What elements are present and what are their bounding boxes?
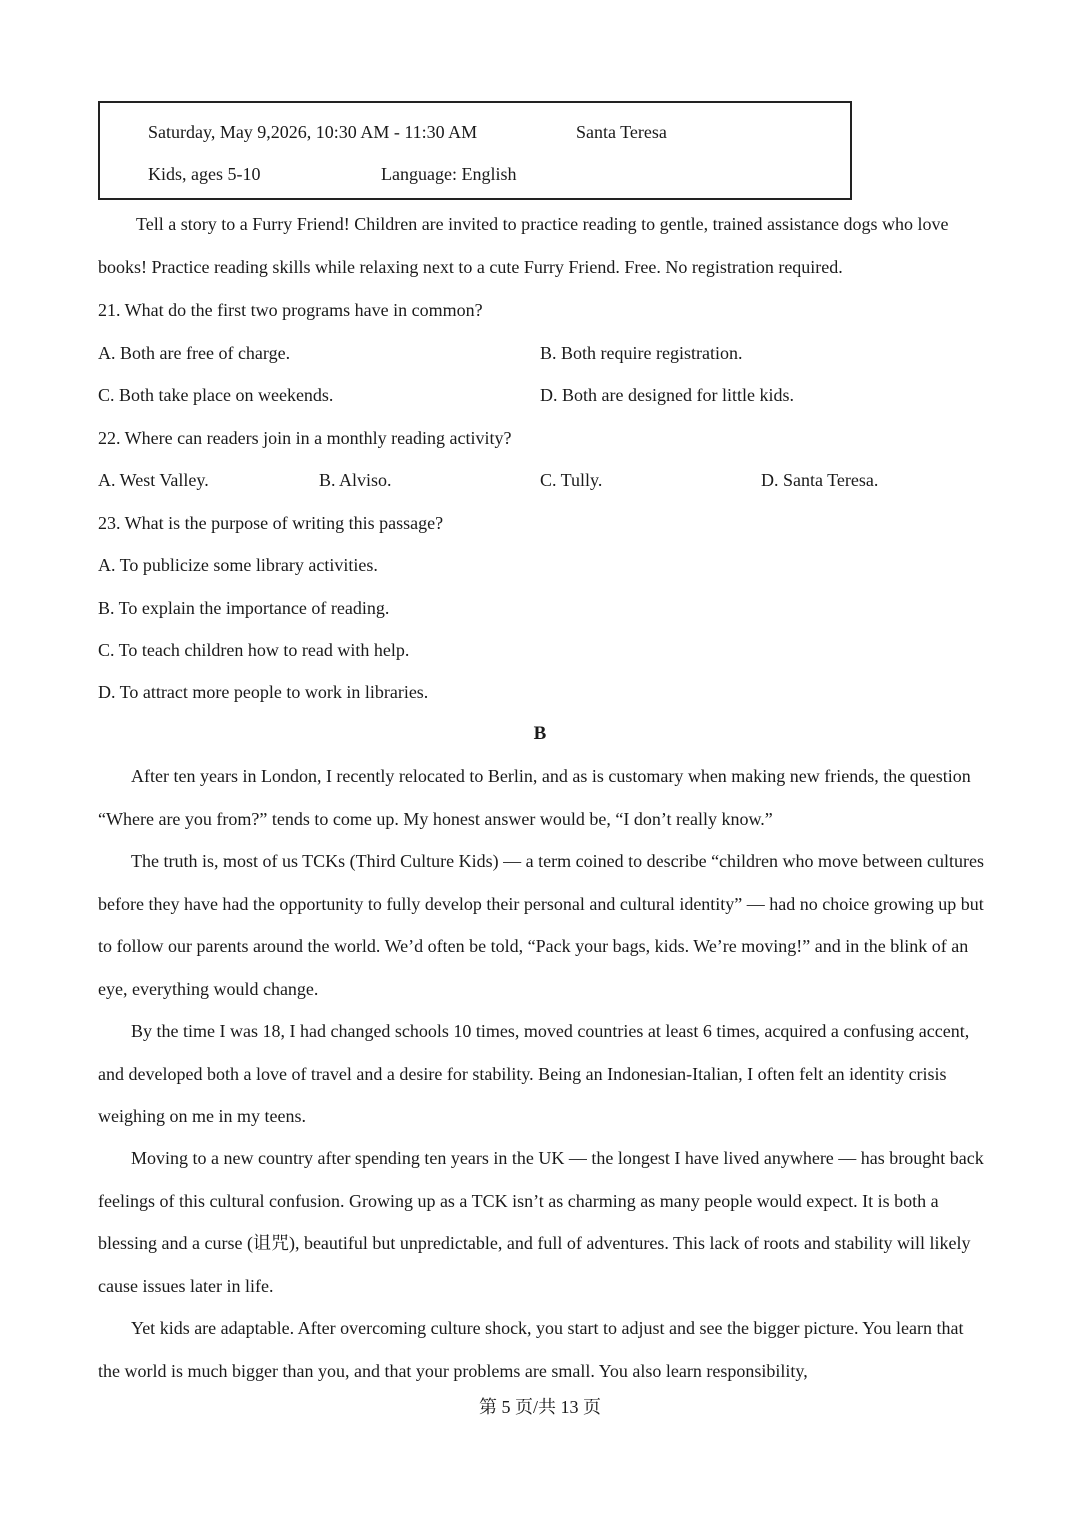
question-21-option-c: C. Both take place on weekends. [98, 385, 334, 405]
question-22-option-b: B. Alviso. [319, 470, 392, 490]
passage-paragraph-2: The truth is, most of us TCKs (Third Culture Kids) — a term coined to describe “children who move between cultures before they have had the opportunity to fully develop their personal and cultural identity” — had no choice growing up but to follow our parents around the world. We’d often be told, “Pack your bags, kids. We’re moving!” and in the blink of an eye, everything would change. [98, 851, 984, 999]
question-22-stem: 22. Where can readers join in a monthly reading activity? [98, 428, 512, 448]
question-23-option-b: B. To explain the importance of reading. [98, 598, 390, 618]
question-23-stem: 23. What is the purpose of writing this passage? [98, 513, 444, 533]
program-date-time: Saturday, May 9,2026, 10:30 AM - 11:30 AM [148, 122, 478, 142]
question-22-option-a: A. West Valley. [98, 470, 209, 490]
question-22-option-c: C. Tully. [540, 470, 603, 490]
question-21-option-d: D. Both are designed for little kids. [540, 385, 794, 405]
page-number-footer: 第 5 页/共 13 页 [478, 1397, 601, 1417]
question-23-option-c: C. To teach children how to read with help. [98, 640, 410, 660]
question-23-option-d: D. To attract more people to work in libraries. [98, 682, 429, 702]
question-22-option-d: D. Santa Teresa. [761, 470, 879, 490]
section-b-heading: B [533, 723, 547, 744]
passage-paragraph-1: After ten years in London, I recently relocated to Berlin, and as is customary when making new friends, the question “Where are you from?” tends to come up. My honest answer would be, “I don’t really know.” [98, 766, 971, 829]
passage-paragraph-3: By the time I was 18, I had changed schools 10 times, moved countries at least 6 times, acquired a confusing accent, and developed both a love of travel and a desire for stability. Being an Indonesian-Italian, I often felt an identity crisis weighing on me in my teens. [98, 1021, 970, 1126]
program-audience: Kids, ages 5-10 [148, 164, 261, 184]
question-23-option-a: A. To publicize some library activities. [98, 555, 378, 575]
question-21-stem: 21. What do the first two programs have in common? [98, 300, 483, 320]
program-location: Santa Teresa [576, 122, 667, 142]
question-21-option-b: B. Both require registration. [540, 343, 743, 363]
program-language: Language: English [381, 164, 517, 184]
passage-paragraph-4: Moving to a new country after spending ten years in the UK — the longest I have lived anywhere — has brought back feelings of this cultural confusion. Growing up as a TCK isn’t as charming as many people would expect. It is both a blessing and a curse (诅咒), beautiful but unpredictable, and full of adventures. This lack of roots and stability will likely cause issues later in life. [98, 1148, 984, 1296]
program-description: Tell a story to a Furry Friend! Children are invited to practice reading to gentle, trained assistance dogs who love books! Practice reading skills while relaxing next to a cute Furry Friend. Free. No registration required. [98, 214, 949, 277]
passage-paragraph-5: Yet kids are adaptable. After overcoming culture shock, you start to adjust and see the bigger picture. You learn that the world is much bigger than you, and that your problems are small. You also learn responsibility, [98, 1318, 964, 1381]
program-info-box [98, 101, 852, 200]
question-21-option-a: A. Both are free of charge. [98, 343, 291, 363]
